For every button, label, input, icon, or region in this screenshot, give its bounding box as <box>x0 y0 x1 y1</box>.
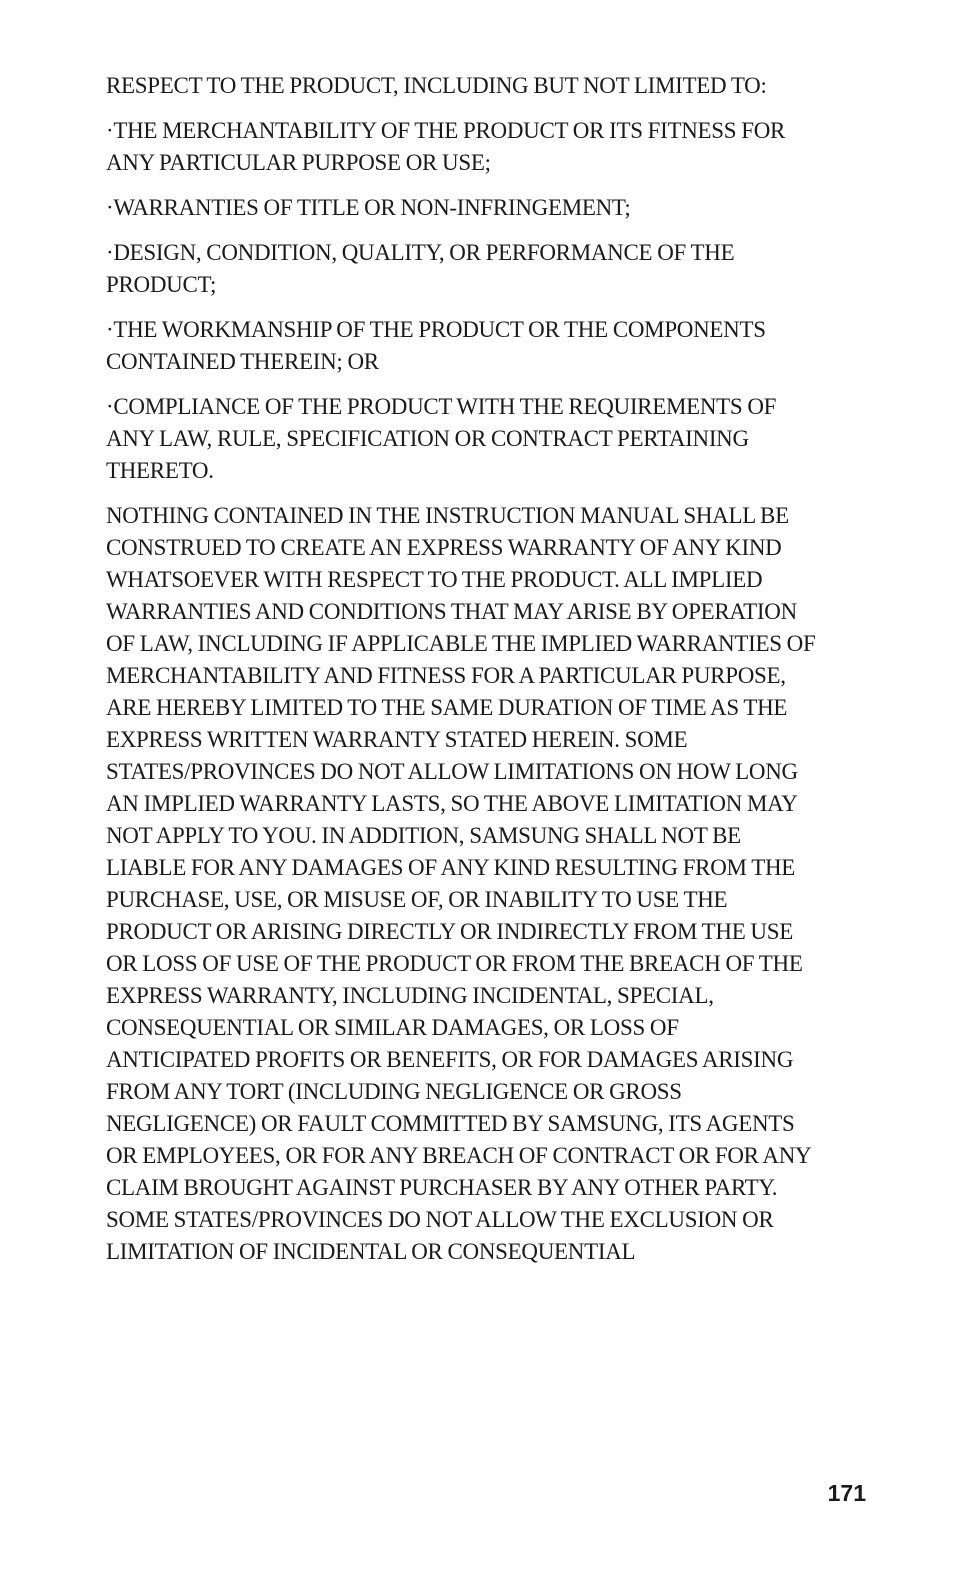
page-number: 171 <box>827 1480 866 1506</box>
bullet-title-warranties: ·WARRANTIES OF TITLE OR NON-INFRINGEMENT; <box>106 195 631 220</box>
document-body <box>106 70 824 1281</box>
bullet-merchantability: ·THE MERCHANTABILITY OF THE PRODUCT OR ITS FITNESS FOR ANY PARTICULAR PURPOSE OR USE; <box>106 118 786 175</box>
paragraph-disclaimer: NOTHING CONTAINED IN THE INSTRUCTION MANUAL SHALL BE CONSTRUED TO CREATE AN EXPRESS WARRANTY OF ANY KIND WHATSOEVER WITH RESPECT TO THE PRODUCT. ALL IMPLIED WARRANTIES AND CONDITIONS THAT MAY ARISE BY OPERATION OF LAW, INCLUDING IF APPLICABLE THE IMPLIED WARRANTIES OF MERCHANTABILITY AND FITNESS FOR A PARTICULAR PURPOSE, ARE HEREBY LIMITED TO THE SAME DURATION OF TIME AS THE EXPRESS WRITTEN WARRANTY STATED HEREIN. SOME STATES/PROVINCES DO NOT ALLOW LIMITATIONS ON HOW LONG AN IMPLIED WARRANTY LASTS, SO THE ABOVE LIMITATION MAY NOT APPLY TO YOU. IN ADDITION, SAMSUNG SHALL NOT BE LIABLE FOR ANY DAMAGES OF ANY KIND RESULTING FROM THE PURCHASE, USE, OR MISUSE OF, OR INABILITY TO USE THE PRODUCT OR ARISING DIRECTLY OR INDIRECTLY FROM THE USE OR LOSS OF USE OF THE PRODUCT OR FROM THE BREACH OF THE EXPRESS WARRANTY, INCLUDING INCIDENTAL, SPECIAL, CONSEQUENTIAL OR SIMILAR DAMAGES, OR LOSS OF ANTICIPATED PROFITS OR BENEFITS, OR FOR DAMAGES ARISING FROM ANY TORT (INCLUDING NEGLIGENCE OR GROSS NEGLIGENCE) OR FAULT COMMITTED BY SAMSUNG, ITS AGENTS OR EMPLOYEES, OR FOR ANY BREACH OF CONTRACT OR FOR ANY CLAIM BROUGHT AGAINST PURCHASER BY ANY OTHER PARTY. SOME STATES/PROVINCES DO NOT ALLOW THE EXCLUSION OR LIMITATION OF INCIDENTAL OR CONSEQUENTIAL <box>106 503 816 1264</box>
paragraph-respect: RESPECT TO THE PRODUCT, INCLUDING BUT NOT LIMITED TO: <box>106 73 767 98</box>
bullet-design-condition: ·DESIGN, CONDITION, QUALITY, OR PERFORMANCE OF THE PRODUCT; <box>106 240 735 297</box>
bullet-workmanship: ·THE WORKMANSHIP OF THE PRODUCT OR THE COMPONENTS CONTAINED THEREIN; OR <box>106 317 766 374</box>
bullet-compliance: ·COMPLIANCE OF THE PRODUCT WITH THE REQUIREMENTS OF ANY LAW, RULE, SPECIFICATION OR CONTRACT PERTAINING THERETO. <box>106 394 777 483</box>
